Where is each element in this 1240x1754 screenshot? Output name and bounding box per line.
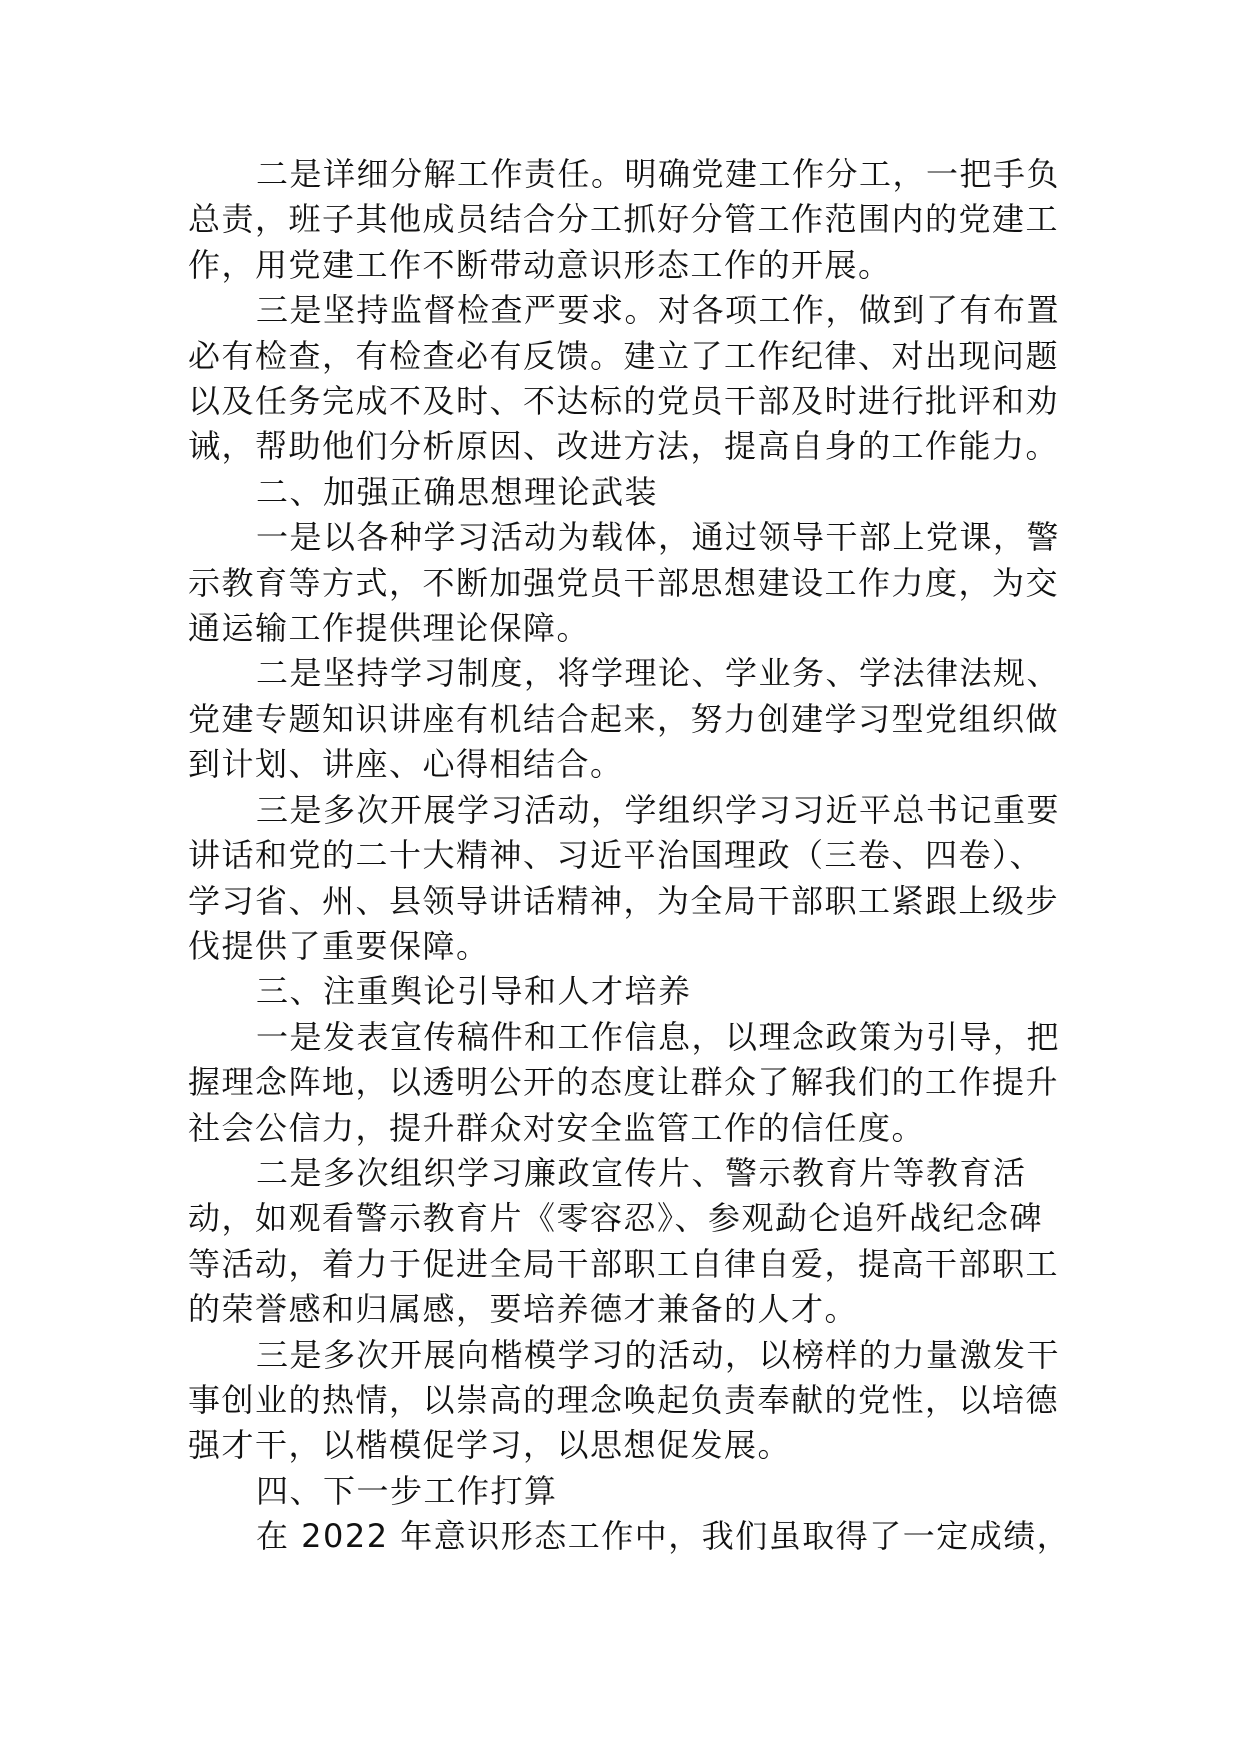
section-heading-theory: 二、加强正确思想理论武装 (256, 472, 659, 511)
paragraph-publicity: 一是发表宣传稿件和工作信息，以理念政策为引导，把握理念阵地，以透明公开的态度让群众了解我们的工作提升社会公信力，提升群众对安全监管工作的信任度。 (188, 1017, 1061, 1147)
section-heading-next-steps: 四、下一步工作打算 (256, 1471, 558, 1510)
paragraph-duty-breakdown: 二是详细分解工作责任。明确党建工作分工，一把手负总责，班子其他成员结合分工抓好分管工作范围内的党建工作，用党建工作不断带动意识形态工作的开展。 (188, 155, 1061, 284)
paragraph-supervision: 三是坚持监督检查严要求。对各项工作，做到了有布置必有检查，有检查必有反馈。建立了工作纪律、对出现问题以及任务完成不及时、不达标的党员干部及时进行批评和劝诫，帮助他们分析原因、改进方法，提高自身的工作能力。 (188, 291, 1061, 466)
paragraph-study-system: 二是坚持学习制度，将学理论、学业务、学法律法规、党建专题知识讲座有机结合起来，努力创建学习型党组织做到计划、讲座、心得相结合。 (188, 654, 1061, 784)
paragraph-study-sessions: 三是多次开展学习活动，学组织学习习近平总书记重要讲话和党的二十大精神、习近平治国理政（三卷、四卷）、学习省、州、县领导讲话精神，为全局干部职工紧跟上级步伐提供了重要保障。 (188, 790, 1061, 965)
section-heading-public-opinion: 三、注重舆论引导和人才培养 (256, 972, 692, 1011)
document-body (188, 152, 1076, 1560)
paragraph-study-activities: 一是以各种学习活动为载体，通过领导干部上党课，警示教育等方式，不断加强党员干部思想建设工作力度，为交通运输工作提供理论保障。 (188, 518, 1061, 648)
paragraph-role-models: 三是多次开展向楷模学习的活动，以榜样的力量激发干事创业的热情，以崇高的理念唤起负责奉献的党性，以培德强才干，以楷模促学习，以思想促发展。 (188, 1335, 1061, 1465)
paragraph-2022-summary: 在 2022 年意识形态工作中，我们虽取得了一定成绩， (256, 1517, 1071, 1556)
paragraph-integrity-education: 二是多次组织学习廉政宣传片、警示教育片等教育活动，如观看警示教育片《零容忍》、参观勐仑追歼战纪念碑等活动，着力于促进全局干部职工自律自爱，提高干部职工的荣誉感和归属感，要培养德才兼备的人才。 (188, 1153, 1060, 1329)
